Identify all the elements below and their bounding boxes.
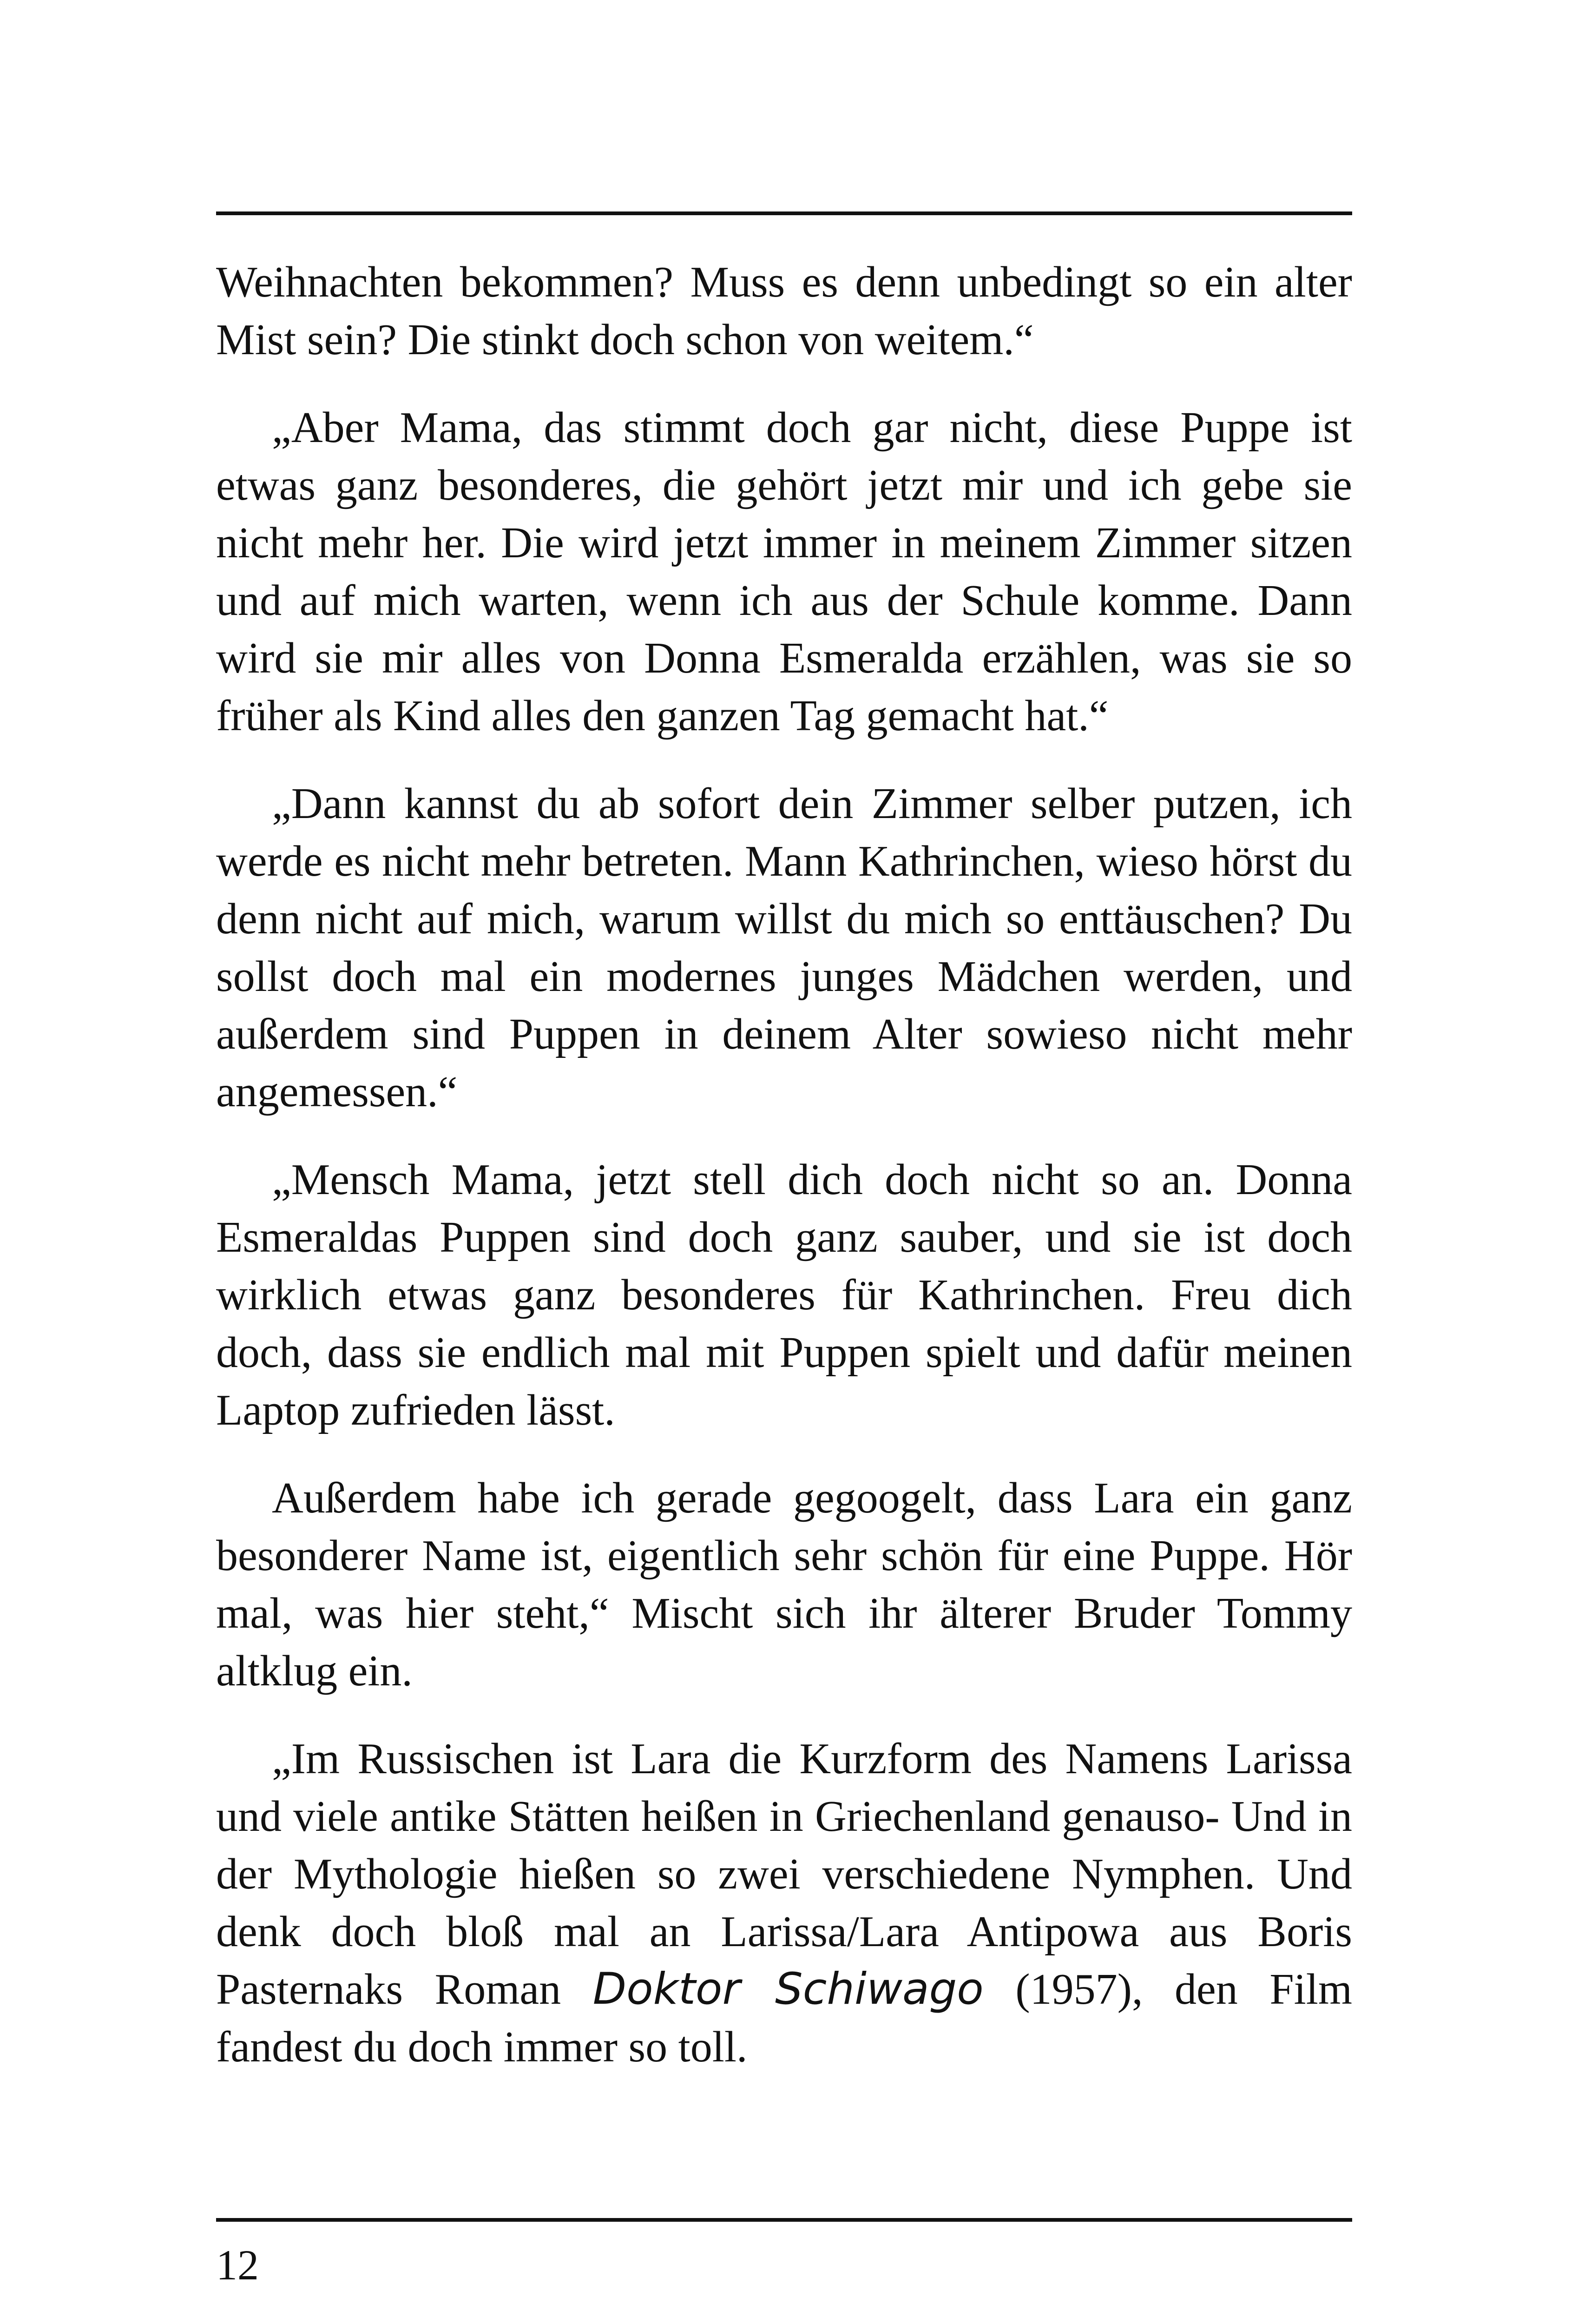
- page-number: 12: [216, 2241, 259, 2289]
- paragraph-6-text-before: „Im Russischen ist Lara die Kurzform des Namens Larissa und viele antike Stätten heißen in Griechenland genauso- Und in der Mythologie hießen so zwei verschiedene Nymphen. Und denk doch bloß mal an Larissa/Lara Antipowa aus Boris Pasternaks Roman: [216, 1735, 1352, 2014]
- paragraph-6: [216, 1730, 1352, 2076]
- top-rule: [216, 211, 1352, 215]
- paragraph-5: Außerdem habe ich gerade gegoogelt, dass Lara ein ganz besonderer Name ist, eigentlich sehr schön für eine Puppe. Hör mal, was hier steht,“ Mischt sich ihr älterer Bruder Tommy altklug ein.: [216, 1474, 1352, 1695]
- paragraph-4: „Mensch Mama, jetzt stell dich doch nicht so an. Donna Esmeraldas Puppen sind doch ganz sauber, und sie ist doch wirklich etwas ganz besonderes für Kathrinchen. Freu dich doch, dass sie endlich mal mit Puppen spielt und dafür meinen Laptop zufrieden lässt.: [216, 1155, 1352, 1434]
- paragraph-6-text-after: (1957), den Film fandest du doch immer so toll.: [216, 1965, 1352, 2071]
- paragraph-3: „Dann kannst du ab sofort dein Zimmer selber putzen, ich werde es nicht mehr betreten. Mann Kathrinchen, wieso hörst du denn nicht auf mich, warum willst du mich so enttäuschen? Du sollst doch mal ein modernes junges Mädchen werden, und außerdem sind Puppen in deinem Alter sowieso nicht mehr angemessen.“: [216, 779, 1352, 1116]
- body-text: [216, 253, 1352, 2076]
- paragraph-2: „Aber Mama, das stimmt doch gar nicht, diese Puppe ist etwas ganz besonderes, die gehört jetzt mir und ich gebe sie nicht mehr her. Die wird jetzt immer in meinem Zimmer sitzen und auf mich warten, wenn ich aus der Schule komme. Dann wird sie mir alles von Donna Esmeralda erzählen, was sie so früher als Kind alles den ganzen Tag gemacht hat.“: [216, 403, 1352, 740]
- book-title: Doktor Schiwago: [592, 1964, 984, 2014]
- bottom-rule: [216, 2218, 1352, 2222]
- paragraph-1: Weihnachten bekommen? Muss es denn unbedingt so ein alter Mist sein? Die stinkt doch schon von weitem.“: [216, 258, 1352, 364]
